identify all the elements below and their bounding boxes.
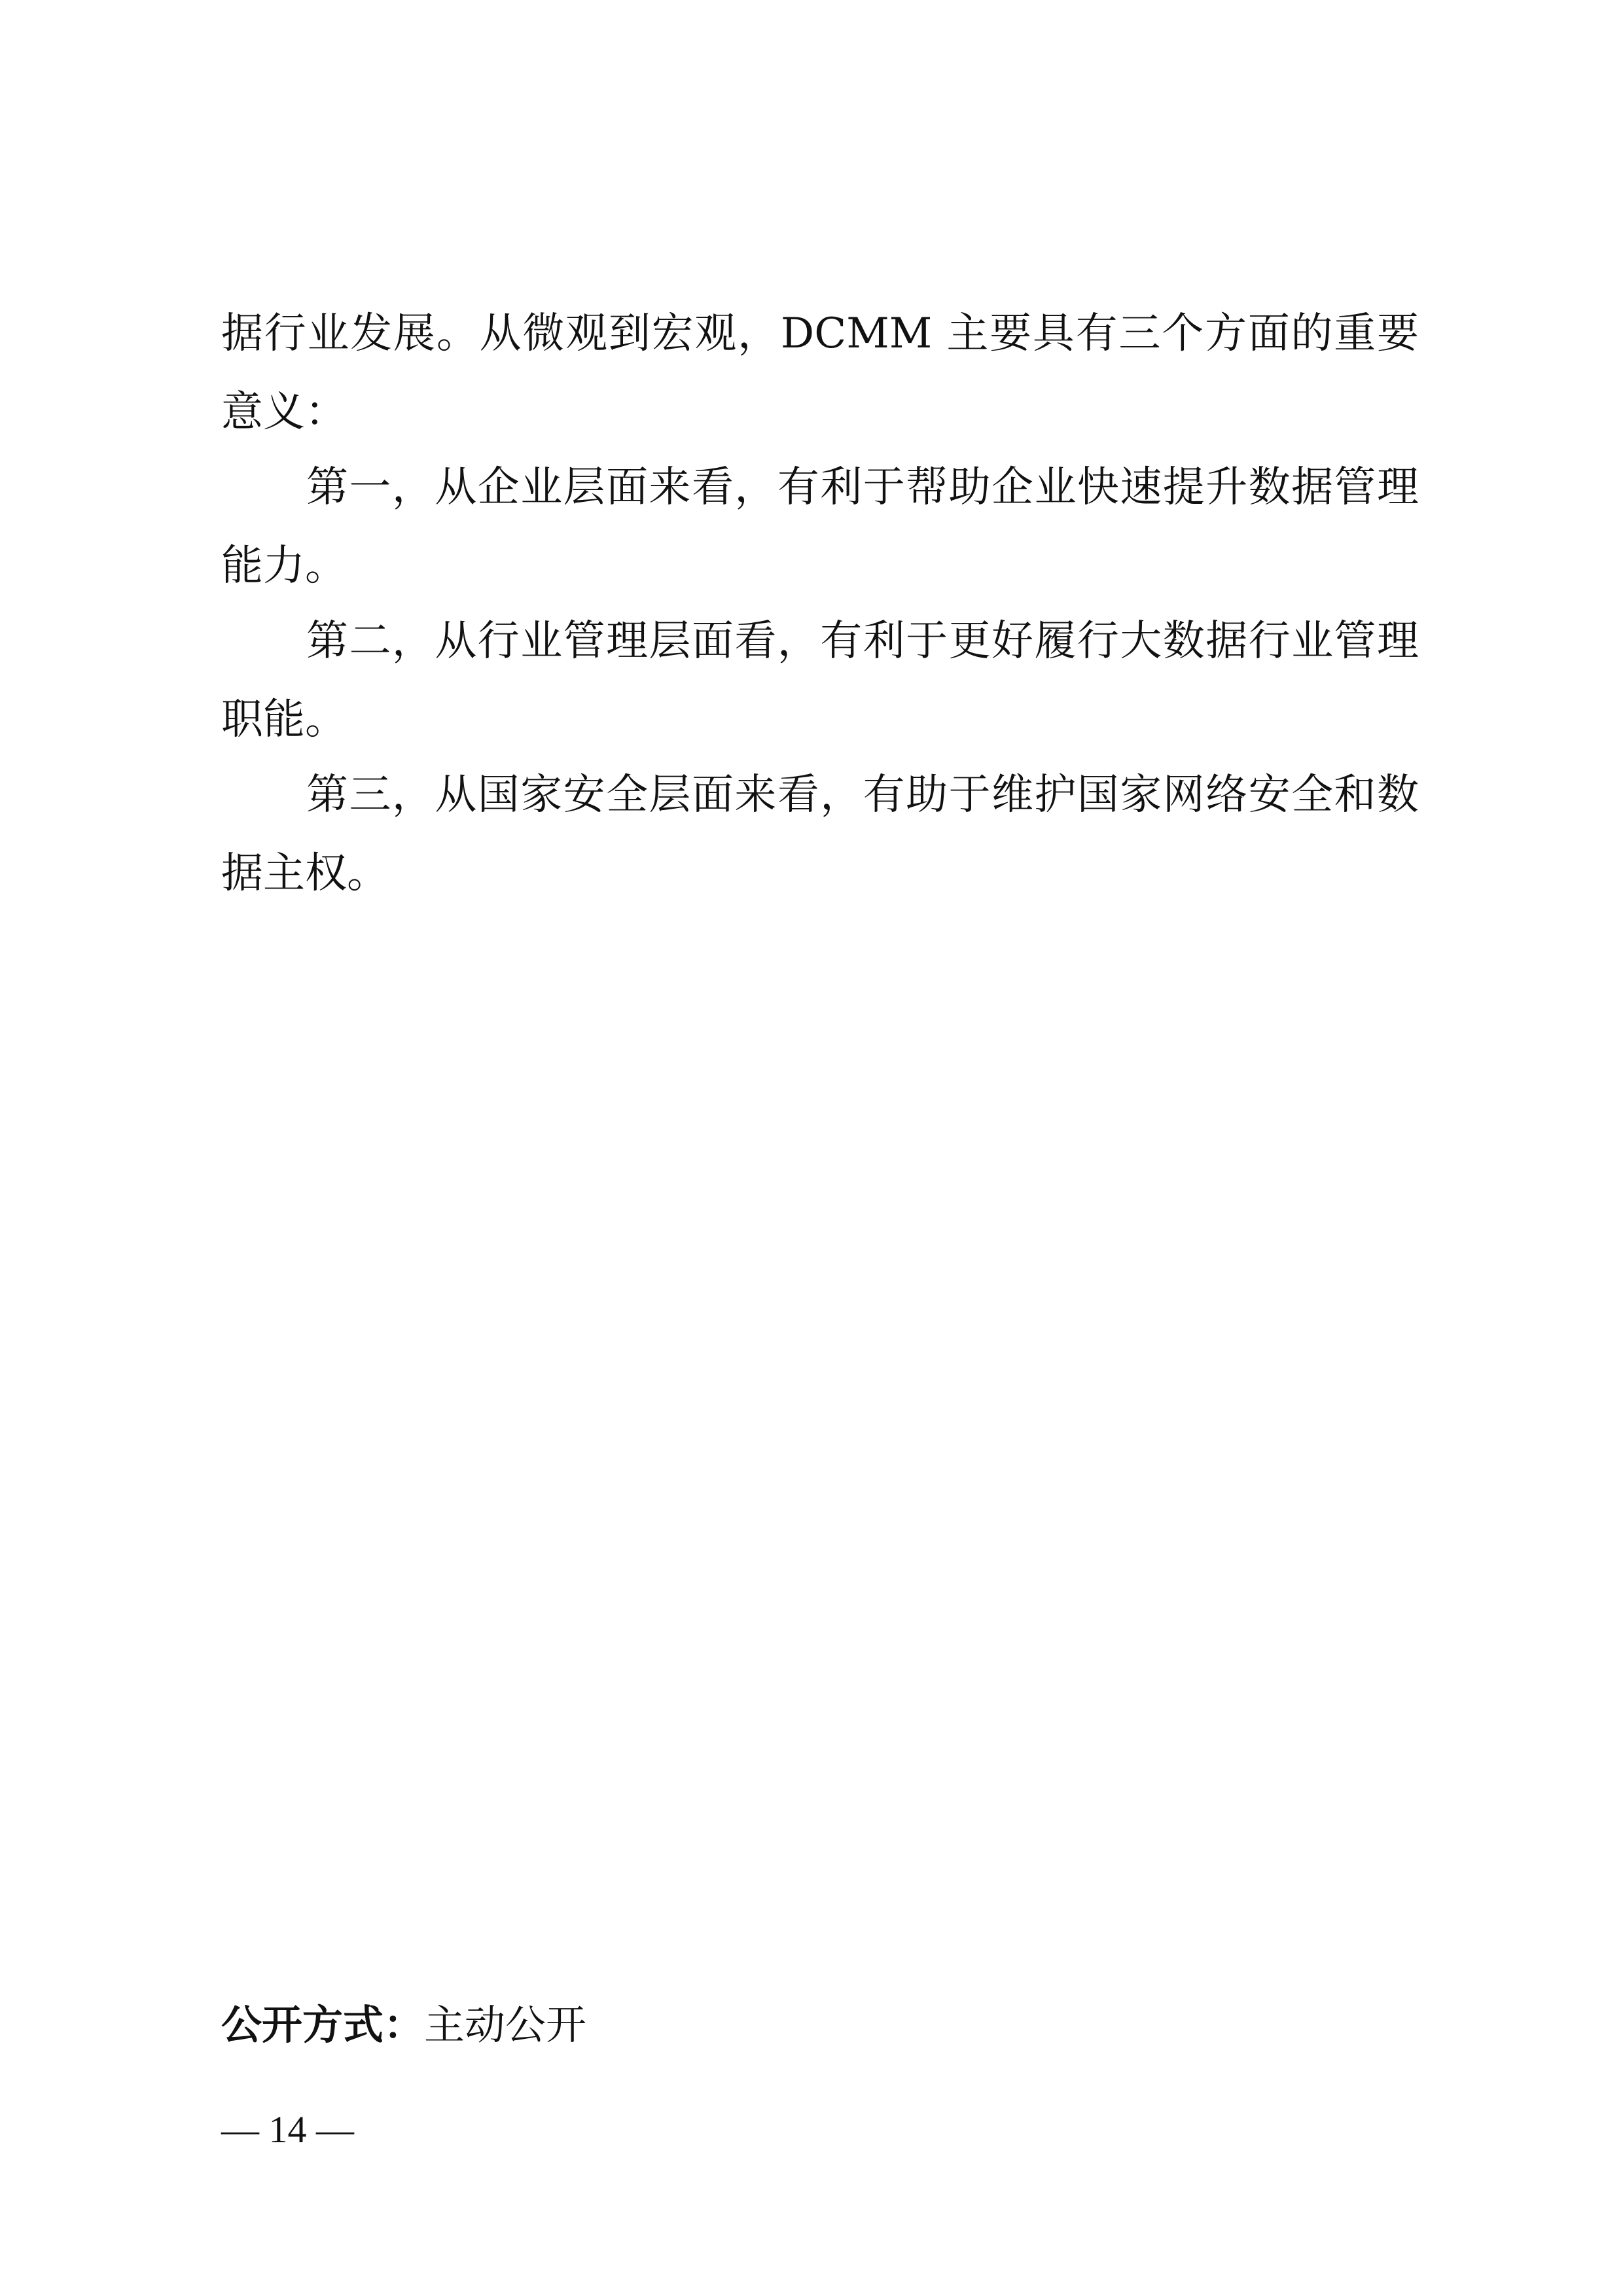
- paragraph-line: 第三，从国家安全层面来看，有助于维护国家网络安全和数: [306, 771, 1419, 819]
- page-number: — 14 —: [221, 2108, 354, 2151]
- paragraph-line: 意义：: [221, 388, 347, 436]
- paragraph-line: 职能。: [221, 696, 347, 744]
- paragraph-line: 第一，从企业层面来看，有利于帮助企业快速提升数据管理: [306, 463, 1419, 512]
- paragraph-line: 据行业发展。从微观到宏观，DCMM 主要具有三个方面的重要: [221, 309, 1419, 358]
- paragraph-line: 第二，从行业管理层面看，有利于更好履行大数据行业管理: [306, 617, 1419, 665]
- publication-method-value: 主动公开: [424, 2001, 587, 2049]
- publication-method: [221, 1999, 586, 2051]
- paragraph-line: 能力。: [221, 542, 347, 590]
- paragraph-line: 据主权。: [221, 849, 389, 898]
- publication-method-label: 公开方式：: [221, 2001, 425, 2049]
